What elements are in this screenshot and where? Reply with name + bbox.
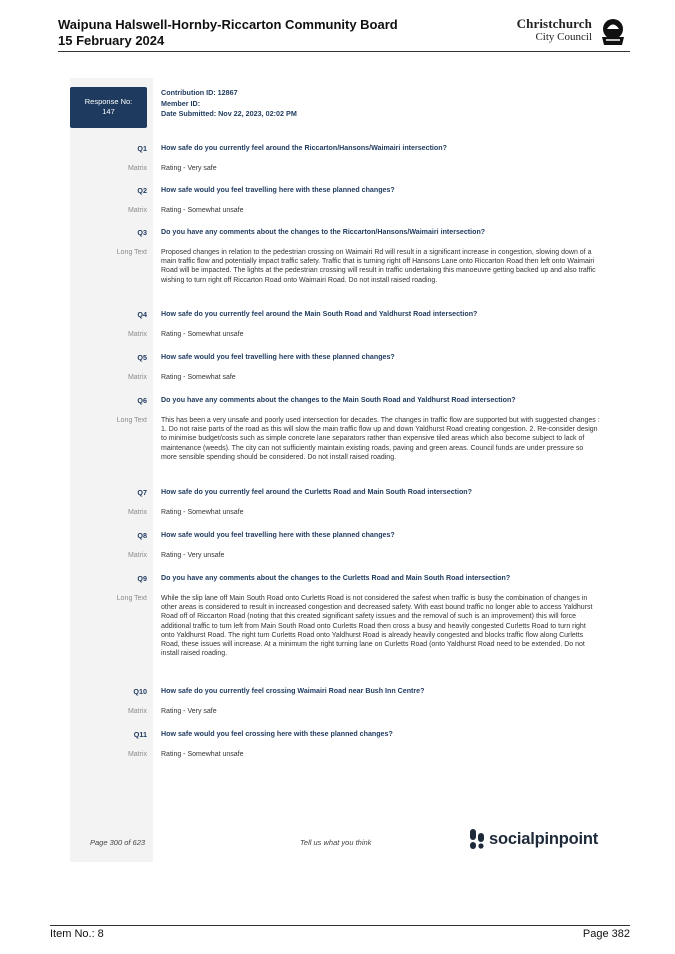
question-number: Q7 <box>137 488 147 497</box>
question-text: How safe would you feel travelling here with these planned changes? <box>161 531 395 539</box>
question-text: Do you have any comments about the changes to the Curletts Road and Main South Road intersection? <box>161 574 511 582</box>
question-number: Q4 <box>137 310 147 319</box>
member-id: Member ID: <box>161 98 201 108</box>
answer-type: Matrix <box>127 165 147 172</box>
answer-type: Matrix <box>127 331 147 338</box>
submission-sheet <box>70 78 608 862</box>
question-text: How safe would you feel travelling here with these planned changes? <box>161 186 395 194</box>
response-number: 147 <box>102 107 115 116</box>
answer-text: Rating - Somewhat safe <box>161 374 236 381</box>
answer-text: Rating - Somewhat unsafe <box>161 331 244 338</box>
page-number: Page 382 <box>582 928 630 940</box>
answer-type: Matrix <box>127 207 147 214</box>
contribution-id: Contribution ID: 12867 <box>161 88 238 97</box>
answer-type: Matrix <box>127 708 147 715</box>
question-number: Q9 <box>137 574 147 583</box>
answer-type: Matrix <box>127 374 147 381</box>
question-number: Q8 <box>137 531 147 540</box>
page-header <box>58 14 630 52</box>
answer-text: Rating - Very unsafe <box>161 552 225 559</box>
question-number: Q3 <box>137 228 147 237</box>
question-number: Q10 <box>133 687 147 696</box>
answer-type: Long Text <box>116 417 147 424</box>
answer-type: Matrix <box>127 509 147 516</box>
answer-text: This has been a very unsafe and poorly used intersection for decades. The changes in traffic flow are supported but with suggested changes : 1. Do not raise parts of the road as this will slow the main traffic flow up and down Yaldhurst Road creating congestion. 2. Re-consider design to minimise budget/costs such as simple concrete lane separators rather than expensive tiled areas which also become subject to lack of maintenance (weeds). The city can not sufficiently maintain existing roads, paving and green areas. Council funds are under pressure so more sensible spending should be considered. Do not install raised roading. <box>161 417 600 461</box>
question-text: How safe do you currently feel crossing Waimairi Road near Bush Inn Centre? <box>161 687 425 695</box>
answer-text: Rating - Very safe <box>161 708 217 715</box>
question-text: Do you have any comments about the changes to the Riccarton/Hansons/Waimairi intersection? <box>161 228 486 236</box>
item-number: Item No.: 8 <box>50 928 104 940</box>
question-text: How safe would you feel crossing here with these planned changes? <box>161 730 393 738</box>
answer-text: Rating - Somewhat unsafe <box>161 207 244 214</box>
response-number-box <box>70 87 147 128</box>
answer-type: Matrix <box>127 552 147 559</box>
answer-text: While the slip lane off Main South Road onto Curletts Road is not considered the safest when traffic is busy the combination of changes in other areas is considered to result in increased congestion and decreased safety. With east bound traffic no longer able to access Yaldhurst Road off of Riccarton Road (noting that this created significant safety issues and the removal of such is an improvement) this will force additional traffic to turn left from Main South Road onto Curletts Road then cross a busy and heavily congested Curletts Road to turn right onto Yaldhurst Road. The right turn Curletts Road onto Yaldhurst Road is already heavily congested and blocks traffic flow along Curletts Road, these issues will increase. At a minimum the right turning lane on Curletts Road (onto Yaldhurst Road need to be extended. Do not install raised roading. <box>161 595 593 658</box>
question-number: Q5 <box>137 353 147 362</box>
label-column <box>70 78 153 862</box>
council-emblem-icon <box>598 18 628 46</box>
submission-meta <box>161 88 297 120</box>
answer-type: Matrix <box>127 751 147 758</box>
answer-text: Rating - Somewhat unsafe <box>161 751 244 758</box>
answer-text: Rating - Somewhat unsafe <box>161 509 244 516</box>
answer-text: Rating - Very safe <box>161 165 217 172</box>
answer-text: Proposed changes in relation to the pedestrian crossing on Waimairi Rd will result in a significant increase in congestion, slowing down of a main traffic flow and potentially impact traffic safety. Traffic that is turning right off Hansons Lane onto Riccarton Road then left onto Waimairi Road will be impacted. The lights at the pedestrian crossing will result in traffic undertaking this manoeuvre getting backed up and also traffic wishing to turn right off Riccarton Road onto Waimairi Road. Do not install raised roading. <box>161 249 596 284</box>
answer-type: Long Text <box>116 249 147 256</box>
socialpinpoint-icon <box>470 829 484 849</box>
question-number: Q6 <box>137 396 147 405</box>
question-text: How safe do you currently feel around the Riccarton/Hansons/Waimairi intersection? <box>161 144 447 152</box>
board-title: Waipuna Halswell-Hornby-Riccarton Community Board <box>58 17 398 32</box>
question-text: How safe do you currently feel around the Curletts Road and Main South Road intersection? <box>161 488 472 496</box>
sheet-page-number: Page 300 of 623 <box>90 838 146 847</box>
question-text: How safe do you currently feel around the Main South Road and Yaldhurst Road intersection? <box>161 310 478 318</box>
date-submitted: Date Submitted: Nov 22, 2023, 02:02 PM <box>161 109 297 118</box>
question-number: Q2 <box>137 186 147 195</box>
question-text: How safe would you feel travelling here with these planned changes? <box>161 353 395 361</box>
sheet-tagline: Tell us what you think <box>300 838 372 847</box>
meeting-date: 15 February 2024 <box>58 33 165 48</box>
question-text: Do you have any comments about the changes to the Main South Road and Yaldhurst Road intersection? <box>161 396 516 404</box>
question-number: Q1 <box>137 144 147 153</box>
socialpinpoint-wordmark: socialpinpoint <box>489 830 599 848</box>
logo-line-2: City Council <box>535 31 592 43</box>
page-footer <box>50 925 630 942</box>
logo-line-1: Christchurch <box>516 16 592 31</box>
answer-type: Long Text <box>116 595 147 602</box>
response-label: Response No: <box>84 97 133 106</box>
question-number: Q11 <box>133 730 147 739</box>
